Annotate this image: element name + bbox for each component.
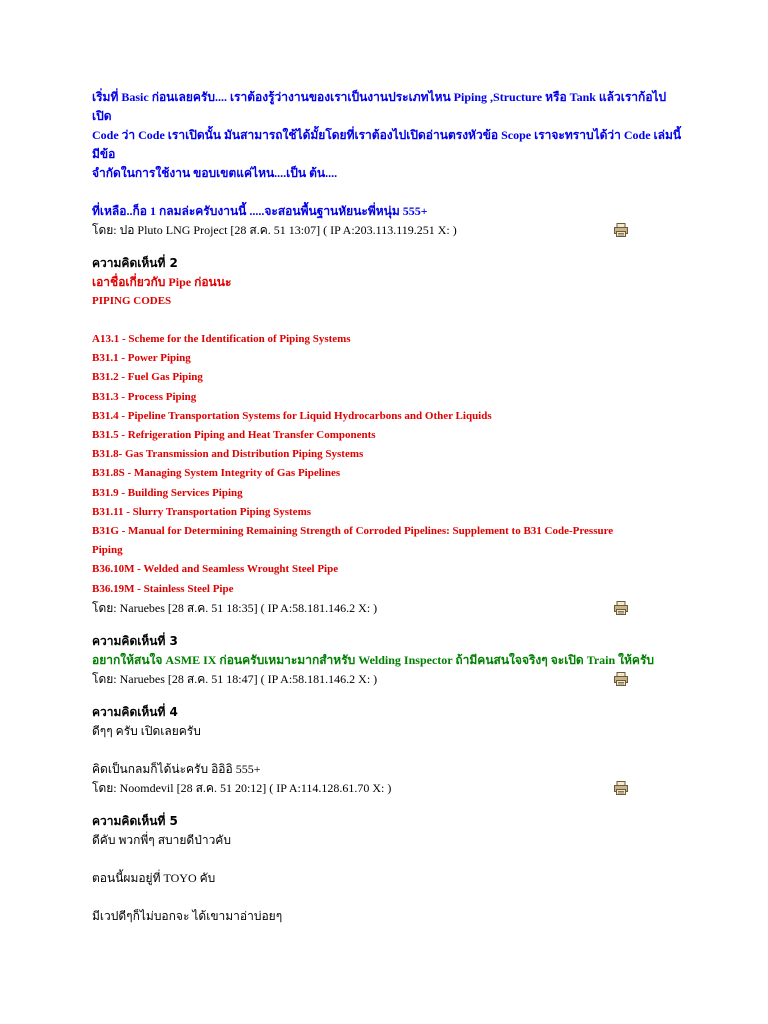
comment-byline — [92, 779, 682, 798]
comment-5 — [92, 812, 682, 926]
printer-icon[interactable] — [614, 672, 628, 686]
comment-heading: ความคิดเห็นที่ 2 — [92, 256, 178, 270]
comment-2 — [92, 254, 682, 618]
piping-codes-title: PIPING CODES — [92, 295, 172, 307]
list-item: B31.11 - Slurry Transportation Piping Systems — [92, 505, 312, 518]
printer-icon[interactable] — [614, 223, 628, 237]
original-post-text — [92, 88, 682, 221]
comment-text: ดีคับ พวกพี่ๆ สบายดีป่าวคับ — [92, 832, 231, 847]
comment-heading: ความคิดเห็นที่ 3 — [92, 633, 178, 648]
list-item: B31.4 - Pipeline Transportation Systems for Liquid Hydrocarbons and Other Liquids — [92, 409, 492, 422]
list-item: B31.1 - Power Piping — [92, 352, 191, 365]
list-item: B31.2 - Fuel Gas Piping — [92, 371, 203, 384]
list-item: B31.5 - Refrigeration Piping and Heat Transfer Components — [92, 429, 376, 442]
thread-page — [92, 88, 682, 926]
list-item: B31.8- Gas Transmission and Distribution Piping Systems — [92, 448, 364, 461]
list-item: B31.3 - Process Piping — [92, 390, 197, 403]
comment-4 — [92, 703, 682, 798]
comment-text: อยากให้สนใจ ASME IX ก่อนครับเหมาะมากสำหรับ Welding Inspector ถ้ามีคนสนใจจริงๆ จะเปิด Train ให้ครับ — [92, 652, 655, 667]
post-line: Code ว่า Code เราเปิดนั้น มันสามารถใช้ได้มั้ยโดยที่เราต้องไปเปิดอ่านตรงหัวข้อ Scope เราจะทราบได้ว่า Code เล่มนี้มีข้อ — [92, 128, 682, 161]
printer-icon[interactable] — [614, 781, 628, 795]
original-post — [92, 88, 682, 240]
byline-text: โดย: ปอ Pluto LNG Project [28 ส.ค. 51 13:07] ( IP A:203.113.119.251 X: ) — [92, 223, 457, 237]
byline-text: โดย: Naruebes [28 ส.ค. 51 18:47] ( IP A:58.181.146.2 X: ) — [92, 671, 378, 686]
list-item: B31G - Manual for Determining Remaining Strength of Corroded Pipelines: Supplement to B31 Code-Pressure — [92, 525, 614, 538]
comment-text: คิดเป็นกลมก็ได้น่ะครับ อิอิอิ 555+ — [92, 761, 261, 776]
list-item: B36.10M - Welded and Seamless Wrought Steel Pipe — [92, 563, 339, 576]
comment-heading: ความคิดเห็นที่ 5 — [92, 813, 178, 828]
comment-text: มีเวปดีๆก็ไม่บอกจะ ได้เขามาอ่าบ่อยๆ — [92, 908, 283, 923]
post-line: ที่เหลือ..ก็อ 1 กลมล่ะครับงานนี้ .....จะสอนพื้นฐานหัยนะพี่หนุ่ม 555+ — [92, 204, 428, 218]
post-byline — [92, 221, 682, 240]
list-item: A13.1 - Scheme for the Identification of Piping Systems — [92, 333, 351, 345]
comment-text: ตอนนี้ผมอยู่ที่ TOYO คับ — [92, 870, 216, 885]
byline-text: โดย: Naruebes [28 ส.ค. 51 18:35] ( IP A:58.181.146.2 X: ) — [92, 600, 378, 615]
post-line: เริ่มที่ Basic ก่อนเลยครับ.... เราต้องรู้ว่างานของเราเป็นงานประเภทไหน Piping ,Structure หรือ Tank แล้วเราก้อไปเปิด — [92, 90, 667, 123]
printer-icon[interactable] — [614, 601, 628, 615]
list-item: B31.8S - Managing System Integrity of Gas Pipelines — [92, 467, 341, 480]
comment-3 — [92, 632, 682, 689]
comment-heading: ความคิดเห็นที่ 4 — [92, 704, 178, 719]
comment-byline — [92, 599, 682, 618]
post-line: จำกัดในการใช้งาน ขอบเขตแค่ไหน....เป็น ต้น.... — [92, 166, 338, 180]
comment-byline — [92, 670, 682, 689]
comment-text: ดีๆๆ ครับ เปิดเลยครับ — [92, 723, 201, 738]
list-item: B31.9 - Building Services Piping — [92, 486, 243, 499]
list-item: B36.19M - Stainless Steel Pipe — [92, 582, 234, 595]
comment-intro: เอาชื่อเกี่ยวกับ Pipe ก่อนนะ — [92, 275, 232, 289]
list-item: Piping — [92, 544, 123, 557]
piping-code-list — [92, 330, 682, 599]
byline-text: โดย: Noomdevil [28 ส.ค. 51 20:12] ( IP A:114.128.61.70 X: ) — [92, 780, 392, 795]
